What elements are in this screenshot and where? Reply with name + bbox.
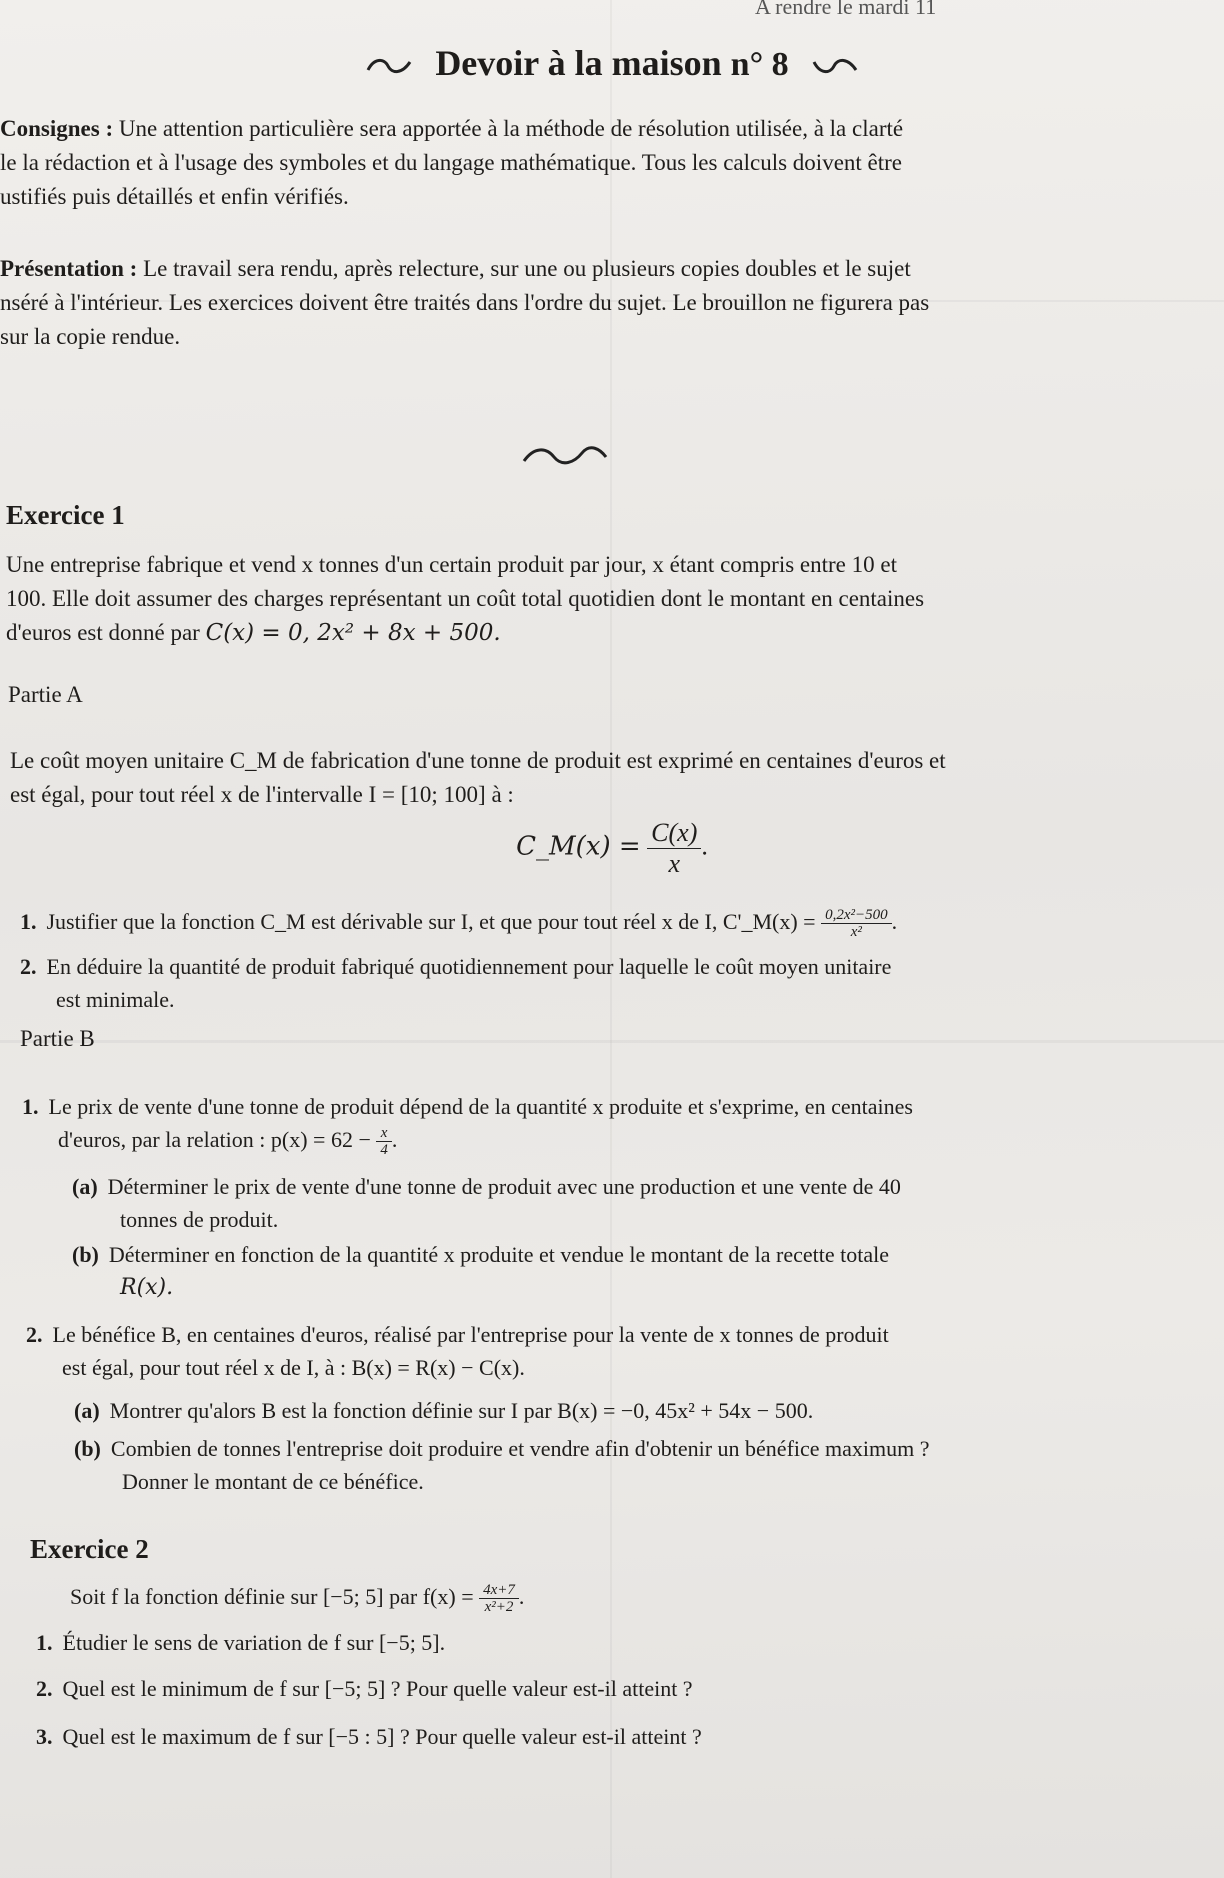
ex2-q3-number: 3. bbox=[36, 1724, 53, 1749]
partB-q1-line1: Le prix de vente d'une tonne de produit dépend de la quantité x produite et s'exprime, en centaines bbox=[48, 1094, 913, 1119]
partB-q1b bbox=[72, 1238, 1212, 1304]
title-number: n° 8 bbox=[730, 46, 789, 83]
formula-lhs: C_M(x) = bbox=[516, 831, 641, 862]
q1a-line1: Déterminer le prix de vente d'une tonne de produit avec une production et une vente de 40 bbox=[107, 1174, 901, 1199]
presentation-block bbox=[0, 252, 1200, 354]
q1a-label: (a) bbox=[72, 1174, 98, 1199]
partB-q1a bbox=[72, 1170, 1212, 1236]
presentation-line1: Le travail sera rendu, après relecture, sur une ou plusieurs copies doubles et le sujet bbox=[143, 256, 911, 281]
exercise2-intro: Soit f la fonction définie sur [−5; 5] par f(x) = $\frac{4x+7}{\text{x²+2}}$ . bbox=[70, 1582, 525, 1616]
swirl-right-icon bbox=[812, 50, 858, 84]
formula-fraction bbox=[647, 818, 701, 879]
title-text: Devoir à la maison bbox=[435, 43, 722, 83]
q2b-line1: Combien de tonnes l'entreprise doit produire et vendre afin d'obtenir un bénéfice maximum ? bbox=[110, 1436, 930, 1461]
swirl-left-icon bbox=[366, 50, 412, 84]
q1-number: 1. bbox=[20, 909, 37, 934]
presentation-line2: nséré à l'intérieur. Les exercices doivent être traités dans l'ordre du sujet. Le brouillon ne figurera pas bbox=[0, 290, 930, 315]
q2-number: 2. bbox=[20, 954, 37, 979]
q1a-line2: tonnes de produit. bbox=[120, 1207, 279, 1232]
q2-line2: est minimale. bbox=[56, 987, 175, 1012]
presentation-label: Présentation : bbox=[0, 256, 138, 281]
cost-formula: C(x) = 0, 2x² + 8x + 500. bbox=[205, 620, 501, 646]
partA-line1: Le coût moyen unitaire C_M de fabrication d'une tonne de produit est exprimé en centaines d'euros et bbox=[10, 748, 946, 773]
q2a-label: (a) bbox=[74, 1398, 100, 1423]
average-cost-formula bbox=[0, 818, 1224, 879]
exercise1-intro bbox=[6, 548, 1196, 650]
formula-numerator: C(x) bbox=[647, 818, 701, 849]
q2b-label: (b) bbox=[74, 1436, 101, 1461]
consignes-line1: Une attention particulière sera apportée à la méthode de résolution utilisée, à la clarté bbox=[118, 116, 904, 141]
partB-q2b bbox=[74, 1432, 1214, 1498]
partB-q1-number: 1. bbox=[22, 1094, 39, 1119]
ex2-question3 bbox=[36, 1720, 1206, 1753]
ex2-q2-number: 2. bbox=[36, 1676, 53, 1701]
price-denominator: 4 bbox=[380, 1142, 388, 1159]
derivative-denominator: x² bbox=[850, 924, 862, 941]
presentation-line3: sur la copie rendue. bbox=[0, 324, 181, 349]
q2-line1: En déduire la quantité de produit fabriqué quotidiennement pour laquelle le coût moyen unitaire bbox=[46, 954, 892, 979]
partA-question1: 1. Justifier que la fonction C_M est dérivable sur I, et que pour tout réel x de I, C'_M(x) = $\frac{\text{0,2x²−500}}{\text{x²}}$ . bbox=[20, 907, 898, 941]
partB-q2-line1: Le bénéfice B, en centaines d'euros, réalisé par l'entreprise pour la vente de x tonnes de produit bbox=[52, 1322, 889, 1347]
q2b-line2: Donner le montant de ce bénéfice. bbox=[122, 1469, 424, 1494]
header-note: A rendre le mardi 11 bbox=[755, 0, 937, 19]
partB-q2-number: 2. bbox=[26, 1322, 43, 1347]
derivative-numerator: 0,2x²−500 bbox=[821, 907, 892, 924]
ornament-icon bbox=[520, 438, 610, 476]
q1b-line1: Déterminer en fonction de la quantité x produite et vendue le montant de la recette totale bbox=[108, 1242, 889, 1267]
ex1-intro-line2: 100. Elle doit assumer des charges représentant un coût total quotidien dont le montant en centaines bbox=[6, 586, 925, 611]
ex2-question2 bbox=[36, 1672, 1206, 1705]
price-fraction bbox=[376, 1125, 392, 1158]
derivative-fraction bbox=[821, 907, 892, 940]
q1b-label: (b) bbox=[72, 1242, 99, 1267]
partA-question2 bbox=[20, 950, 1210, 1016]
price-numerator: x bbox=[376, 1125, 392, 1142]
partB-q2a bbox=[74, 1394, 1214, 1427]
formula-end: . bbox=[701, 831, 708, 861]
ex2-q2-text: Quel est le minimum de f sur [−5; 5] ? Pour quelle valeur est-il atteint ? bbox=[62, 1676, 693, 1701]
ex2-q1-text: Étudier le sens de variation de f sur [−5; 5]. bbox=[62, 1630, 446, 1655]
partB-question1: 1. Le prix de vente d'une tonne de produit dépend de la quantité x produite et s'exprime, en centaines d'euros, par la relation : p(x) = 62 − $\frac{x}{4}$ . bbox=[22, 1094, 913, 1159]
ex2-question1 bbox=[36, 1626, 1206, 1659]
consignes-label: Consignes : bbox=[0, 116, 114, 141]
formula-denominator: x bbox=[668, 849, 681, 878]
partB-title: Partie B bbox=[20, 1026, 95, 1051]
partA-intro bbox=[10, 744, 1200, 812]
ex1-intro-line3: d'euros est donné par bbox=[6, 620, 200, 645]
partB-q1-line2: d'euros, par la relation : p(x) = 62 − bbox=[58, 1127, 371, 1152]
consignes-line2: le la rédaction et à l'usage des symboles et du langage mathématique. Tous les calculs doivent être bbox=[0, 150, 903, 175]
partA-line2: est égal, pour tout réel x de l'intervalle I = [10; 100] à : bbox=[10, 782, 514, 807]
partA-title: Partie A bbox=[8, 682, 83, 707]
partB-question2 bbox=[26, 1318, 1216, 1384]
q1b-line2: R(x). bbox=[120, 1275, 174, 1300]
consignes-block bbox=[0, 112, 1200, 214]
ex2-q1-number: 1. bbox=[36, 1630, 53, 1655]
exercise2-title: Exercice 2 bbox=[30, 1534, 149, 1564]
ex2-denominator: x²+2 bbox=[484, 1599, 514, 1616]
exercise1-title: Exercice 1 bbox=[6, 500, 125, 530]
q2a-line1: Montrer qu'alors B est la fonction définie sur I par B(x) = −0, 45x² + 54x − 500. bbox=[109, 1398, 814, 1423]
ex2-fraction bbox=[479, 1582, 519, 1615]
page-title bbox=[0, 42, 1224, 84]
consignes-line3: ustifiés puis détaillés et enfin vérifiés. bbox=[0, 184, 349, 209]
q1-text: Justifier que la fonction C_M est dérivable sur I, et que pour tout réel x de I, C'_M(x) = bbox=[46, 909, 816, 934]
ex1-intro-line1: Une entreprise fabrique et vend x tonnes d'un certain produit par jour, x étant compris entre 10 et bbox=[6, 552, 897, 577]
ex2-numerator: 4x+7 bbox=[479, 1582, 519, 1599]
ex2-intro-text: Soit f la fonction définie sur [−5; 5] par f(x) = bbox=[70, 1584, 474, 1609]
ex2-q3-text: Quel est le maximum de f sur [−5 : 5] ? Pour quelle valeur est-il atteint ? bbox=[62, 1724, 702, 1749]
partB-q2-line2: est égal, pour tout réel x de I, à : B(x) = R(x) − C(x). bbox=[62, 1355, 525, 1380]
